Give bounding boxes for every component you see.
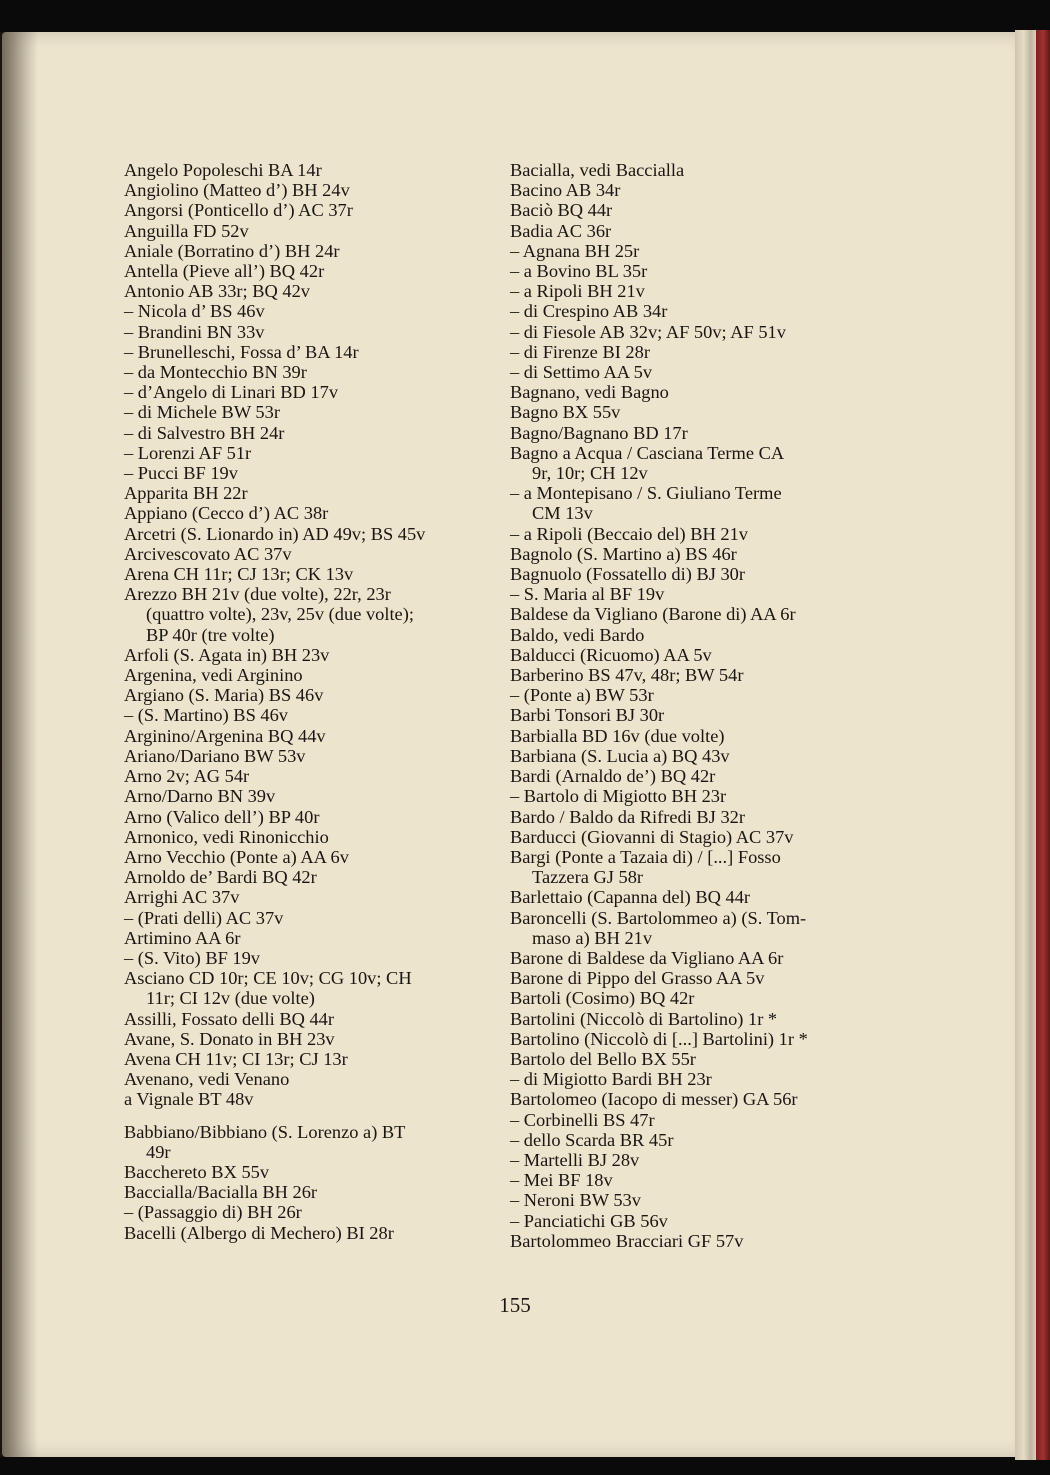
index-entry — [510, 746, 886, 766]
index-entry-text: Avenano, vedi Venano — [124, 1069, 290, 1090]
index-entry-continuation: 49r — [146, 1141, 171, 1162]
index-entry — [124, 180, 496, 200]
index-entry-text: Bargi (Ponte a Tazaia di) / [...] Fosso — [510, 846, 781, 867]
index-entry — [510, 443, 886, 483]
index-entry — [124, 584, 496, 645]
index-entry — [124, 402, 496, 422]
index-entry — [124, 1122, 496, 1162]
index-entry — [124, 1182, 496, 1202]
index-entry-text: Ariano/Dariano BW 53v — [124, 745, 306, 766]
index-entry — [510, 241, 886, 261]
index-entry — [510, 1190, 886, 1210]
index-entry — [124, 1069, 496, 1089]
index-entry — [510, 604, 886, 624]
index-entry — [124, 746, 496, 766]
index-entry-text: Avane, S. Donato in BH 23v — [124, 1028, 335, 1049]
index-entry-text: Antella (Pieve all’) BQ 42r — [124, 261, 325, 282]
index-entry-text: Baldese da Vigliano (Barone di) AA 6r — [510, 604, 796, 625]
index-entry — [510, 1009, 886, 1029]
index-entry-text: – Mei BF 18v — [510, 1170, 613, 1191]
index-entry — [124, 887, 496, 907]
index-entry-text: Angorsi (Ponticello d’) AC 37r — [124, 200, 353, 221]
index-entry-text: – dello Scarda BR 45r — [510, 1129, 674, 1150]
index-entry-text: – Brandini BN 33v — [124, 321, 265, 342]
index-entry — [510, 665, 886, 685]
index-entry — [510, 221, 886, 241]
index-entry-text: – Agnana BH 25r — [510, 240, 640, 261]
index-entry-text: Bagno BX 55v — [510, 402, 621, 423]
index-entry-text: Argenina, vedi Arginino — [124, 665, 303, 686]
index-entry — [510, 766, 886, 786]
index-entry-text: Bartolino (Niccolò di [...] Bartolini) 1r * — [510, 1028, 808, 1049]
index-entry-text: – da Montecchio BN 39r — [124, 362, 307, 383]
index-entry — [510, 705, 886, 725]
index-entry — [510, 342, 886, 362]
index-entry-continuation: CM 13v — [532, 503, 593, 524]
index-entry-text: – a Ripoli BH 21v — [510, 281, 645, 302]
index-entry-text: Baroncelli (S. Bartolommeo a) (S. Tom- — [510, 907, 807, 928]
index-entry-text: Angiolino (Matteo d’) BH 24v — [124, 180, 350, 201]
index-entry-continuation: maso a) BH 21v — [532, 927, 653, 948]
index-entry-text: – Corbinelli BS 47r — [510, 1109, 655, 1130]
index-entry — [124, 443, 496, 463]
index-entry-text: – di Fiesole AB 32v; AF 50v; AF 51v — [510, 321, 786, 342]
index-entry — [510, 1089, 886, 1109]
index-entry-text: Babbiano/Bibbiano (S. Lorenzo a) BT — [124, 1121, 406, 1142]
index-entry — [124, 241, 496, 261]
index-entry-text: Balducci (Ricuomo) AA 5v — [510, 644, 712, 665]
index-entry-text: – (S. Martino) BS 46v — [124, 705, 288, 726]
index-entry — [124, 867, 496, 887]
index-entry — [124, 847, 496, 867]
index-entry — [510, 968, 886, 988]
index-entry-text: Appiano (Cecco d’) AC 38r — [124, 503, 329, 524]
index-entry-text: Arginino/Argenina BQ 44v — [124, 725, 326, 746]
index-entry-text: Bartolini (Niccolò di Bartolino) 1r * — [510, 1008, 778, 1029]
index-entry-text: Arno (Valico dell’) BP 40r — [124, 806, 320, 827]
index-entry-text: Arno/Darno BN 39v — [124, 786, 276, 807]
index-entry — [510, 301, 886, 321]
index-entry-text: Bartolommeo Bracciari GF 57v — [510, 1230, 744, 1251]
index-entry-text: Bacino AB 34r — [510, 180, 621, 201]
index-entry-text: Barlettaio (Capanna del) BQ 44r — [510, 887, 751, 908]
index-entry-text: Bacialla, vedi Baccialla — [510, 160, 685, 180]
index-entry-continuation: 9r, 10r; CH 12v — [532, 463, 648, 484]
index-entry-text: Arrighi AC 37v — [124, 887, 240, 908]
index-entry-text: Bardo / Baldo da Rifredi BJ 32r — [510, 806, 745, 827]
index-entry — [510, 1150, 886, 1170]
index-entry-text: Badia AC 36r — [510, 220, 612, 241]
index-entry — [124, 463, 496, 483]
index-entry — [510, 1069, 886, 1089]
index-entry-text: – Pucci BF 19v — [124, 463, 238, 484]
index-entry — [124, 301, 496, 321]
index-entry-text: Artimino AA 6r — [124, 927, 241, 948]
index-entry — [510, 544, 886, 564]
index-entry — [124, 281, 496, 301]
index-entry — [124, 766, 496, 786]
index-entry-text: – Neroni BW 53v — [510, 1190, 641, 1211]
index-entry-text: a Vignale BT 48v — [124, 1089, 254, 1110]
index-entry — [124, 423, 496, 443]
book-spine-shadow — [0, 32, 38, 1457]
index-entry — [510, 827, 886, 847]
index-entry-text: – d’Angelo di Linari BD 17v — [124, 382, 339, 403]
index-entry-text: Arena CH 11r; CJ 13r; CK 13v — [124, 564, 354, 585]
index-entry-text: – (S. Vito) BF 19v — [124, 947, 260, 968]
index-entry-text: Arno 2v; AG 54r — [124, 766, 250, 787]
index-entry — [510, 524, 886, 544]
index-entry-text: – Lorenzi AF 51r — [124, 442, 252, 463]
index-entry — [124, 200, 496, 220]
index-entry-text: Arcetri (S. Lionardo in) AD 49v; BS 45v — [124, 523, 426, 544]
index-entry-text: Avena CH 11v; CI 13r; CJ 13r — [124, 1048, 348, 1069]
index-entry-text: Apparita BH 22r — [124, 483, 248, 504]
index-entry — [510, 180, 886, 200]
index-entry — [124, 221, 496, 241]
index-entry-text: Baciò BQ 44r — [510, 200, 613, 221]
index-entry — [124, 948, 496, 968]
index-entry — [124, 1029, 496, 1049]
index-entry-text: – di Michele BW 53r — [124, 402, 280, 423]
index-entry — [510, 908, 886, 948]
letter-section-gap — [124, 1110, 496, 1122]
index-entry-continuation: 11r; CI 12v (due volte) — [146, 988, 315, 1009]
index-entry — [510, 1029, 886, 1049]
index-entry — [510, 1170, 886, 1190]
index-entry-text: Baldo, vedi Bardo — [510, 624, 645, 645]
index-entry-text: Anguilla FD 52v — [124, 220, 249, 241]
index-entry — [510, 584, 886, 604]
index-entry-text: Aniale (Borratino d’) BH 24r — [124, 240, 340, 261]
index-entry-text: – di Migiotto Bardi BH 23r — [510, 1069, 712, 1090]
index-entry-text: Arezzo BH 21v (due volte), 22r, 23r — [124, 584, 391, 605]
index-column-left — [124, 160, 496, 1243]
index-entry-text: Argiano (S. Maria) BS 46v — [124, 685, 324, 706]
index-column-right — [510, 160, 886, 1251]
index-entry — [510, 261, 886, 281]
index-entry-text: – Nicola d’ BS 46v — [124, 301, 265, 322]
index-entry — [124, 1049, 496, 1069]
index-entry — [510, 1130, 886, 1150]
index-entry — [510, 786, 886, 806]
index-entry — [510, 645, 886, 665]
index-entry — [510, 281, 886, 301]
index-entry-text: – Martelli BJ 28v — [510, 1149, 640, 1170]
index-entry-text: Barducci (Giovanni di Stagio) AC 37v — [510, 826, 794, 847]
index-entry — [124, 968, 496, 1008]
index-entry — [124, 685, 496, 705]
index-entry-text: Bartoli (Cosimo) BQ 42r — [510, 988, 695, 1009]
index-entry — [124, 807, 496, 827]
index-entry — [510, 1049, 886, 1069]
index-entry — [510, 685, 886, 705]
index-entry-text: Arnonico, vedi Rinonicchio — [124, 826, 329, 847]
index-entry-text: Bagno a Acqua / Casciana Terme CA — [510, 442, 785, 463]
index-entry — [510, 625, 886, 645]
index-entry-text: Bagnuolo (Fossatello di) BJ 30r — [510, 564, 745, 585]
index-entry-text: Asciano CD 10r; CE 10v; CG 10v; CH — [124, 968, 412, 989]
index-entry — [124, 1202, 496, 1222]
index-entry — [510, 988, 886, 1008]
index-entry — [124, 160, 496, 180]
index-entry — [124, 645, 496, 665]
index-entry — [124, 705, 496, 725]
index-entry-text: Bartolomeo (Iacopo di messer) GA 56r — [510, 1089, 798, 1110]
index-entry-text: Barbiana (S. Lucia a) BQ 43v — [510, 745, 730, 766]
index-entry-text: Baccialla/Bacialla BH 26r — [124, 1182, 318, 1203]
index-entry — [124, 1089, 496, 1109]
index-entry-text: Barbialla BD 16v (due volte) — [510, 725, 725, 746]
index-entry — [124, 1009, 496, 1029]
index-entry-text: Bacelli (Albergo di Mechero) BI 28r — [124, 1222, 394, 1243]
index-entry — [510, 200, 886, 220]
index-entry — [510, 1231, 886, 1251]
index-entry-text: – Bartolo di Migiotto BH 23r — [510, 786, 727, 807]
index-entry — [124, 564, 496, 584]
index-entry — [124, 342, 496, 362]
index-entry-text: – di Firenze BI 28r — [510, 341, 650, 362]
index-entry-text: Bagno/Bagnano BD 17r — [510, 422, 688, 443]
index-entry-text: Bagnolo (S. Martino a) BS 46r — [510, 543, 737, 564]
index-entry-text: – di Salvestro BH 24r — [124, 422, 285, 443]
index-entry-text: Barone di Baldese da Vigliano AA 6r — [510, 947, 784, 968]
index-entry — [124, 786, 496, 806]
index-entry-text: Arfoli (S. Agata in) BH 23v — [124, 644, 330, 665]
index-entry — [510, 402, 886, 422]
index-entry — [124, 726, 496, 746]
book-cover-edge — [1036, 30, 1050, 1460]
index-entry — [124, 544, 496, 564]
index-entry-text: – di Settimo AA 5v — [510, 362, 653, 383]
index-entry — [510, 382, 886, 402]
index-entry-text: Barberino BS 47v, 48r; BW 54r — [510, 665, 744, 686]
index-entry-text: Barbi Tonsori BJ 30r — [510, 705, 665, 726]
index-entry — [124, 908, 496, 928]
index-entry-text: Bagnano, vedi Bagno — [510, 382, 669, 403]
index-entry — [124, 665, 496, 685]
index-entry — [124, 362, 496, 382]
index-entry-text: – (Passaggio di) BH 26r — [124, 1202, 302, 1223]
index-entry — [510, 362, 886, 382]
index-entry — [124, 1162, 496, 1182]
index-entry-text: – (Prati delli) AC 37v — [124, 907, 284, 928]
index-entry — [510, 887, 886, 907]
index-entry — [124, 483, 496, 503]
index-entry-text: Arnoldo de’ Bardi BQ 42r — [124, 867, 317, 888]
index-entry-text: – a Ripoli (Beccaio del) BH 21v — [510, 523, 749, 544]
index-entry-text: Arcivescovato AC 37v — [124, 543, 292, 564]
index-entry — [124, 524, 496, 544]
index-entry-text: Arno Vecchio (Ponte a) AA 6v — [124, 846, 349, 867]
index-entry — [510, 483, 886, 523]
index-entry — [510, 564, 886, 584]
index-entry-text: – (Ponte a) BW 53r — [510, 685, 654, 706]
index-entry-text: – di Crespino AB 34r — [510, 301, 668, 322]
index-entry-text: Bartolo del Bello BX 55r — [510, 1048, 696, 1069]
index-entry-continuation: (quattro volte), 23v, 25v (due volte); — [146, 604, 414, 625]
index-entry-text: – Panciatichi GB 56v — [510, 1210, 668, 1231]
index-entry — [510, 1110, 886, 1130]
index-entry — [510, 160, 886, 180]
index-entry-text: – Brunelleschi, Fossa d’ BA 14r — [124, 341, 359, 362]
index-entry — [510, 948, 886, 968]
page-number: 155 — [499, 1293, 531, 1317]
index-entry — [124, 382, 496, 402]
index-entry-text: Bardi (Arnaldo de’) BQ 42r — [510, 766, 716, 787]
index-entry-text: Angelo Popoleschi BA 14r — [124, 160, 322, 180]
index-entry — [124, 1223, 496, 1243]
index-entry-continuation: Tazzera GJ 58r — [532, 867, 644, 888]
index-entry-text: Barone di Pippo del Grasso AA 5v — [510, 968, 765, 989]
index-entry — [510, 1211, 886, 1231]
index-entry — [510, 322, 886, 342]
index-entry-text: Bacchereto BX 55v — [124, 1161, 270, 1182]
index-entry-text: – a Bovino BL 35r — [510, 261, 648, 282]
index-entry — [124, 322, 496, 342]
index-entry — [510, 726, 886, 746]
index-entry — [124, 827, 496, 847]
index-entry-text: – S. Maria al BF 19v — [510, 584, 665, 605]
index-entry-text: Antonio AB 33r; BQ 42v — [124, 281, 310, 302]
index-entry-continuation: BP 40r (tre volte) — [146, 624, 275, 645]
index-entry — [124, 928, 496, 948]
index-entry — [510, 423, 886, 443]
index-entry — [124, 261, 496, 281]
index-entry-text: Assilli, Fossato delli BQ 44r — [124, 1008, 334, 1029]
index-entry — [124, 503, 496, 523]
index-entry — [510, 847, 886, 887]
index-entry — [510, 807, 886, 827]
index-entry-text: – a Montepisano / S. Giuliano Terme — [510, 483, 782, 504]
